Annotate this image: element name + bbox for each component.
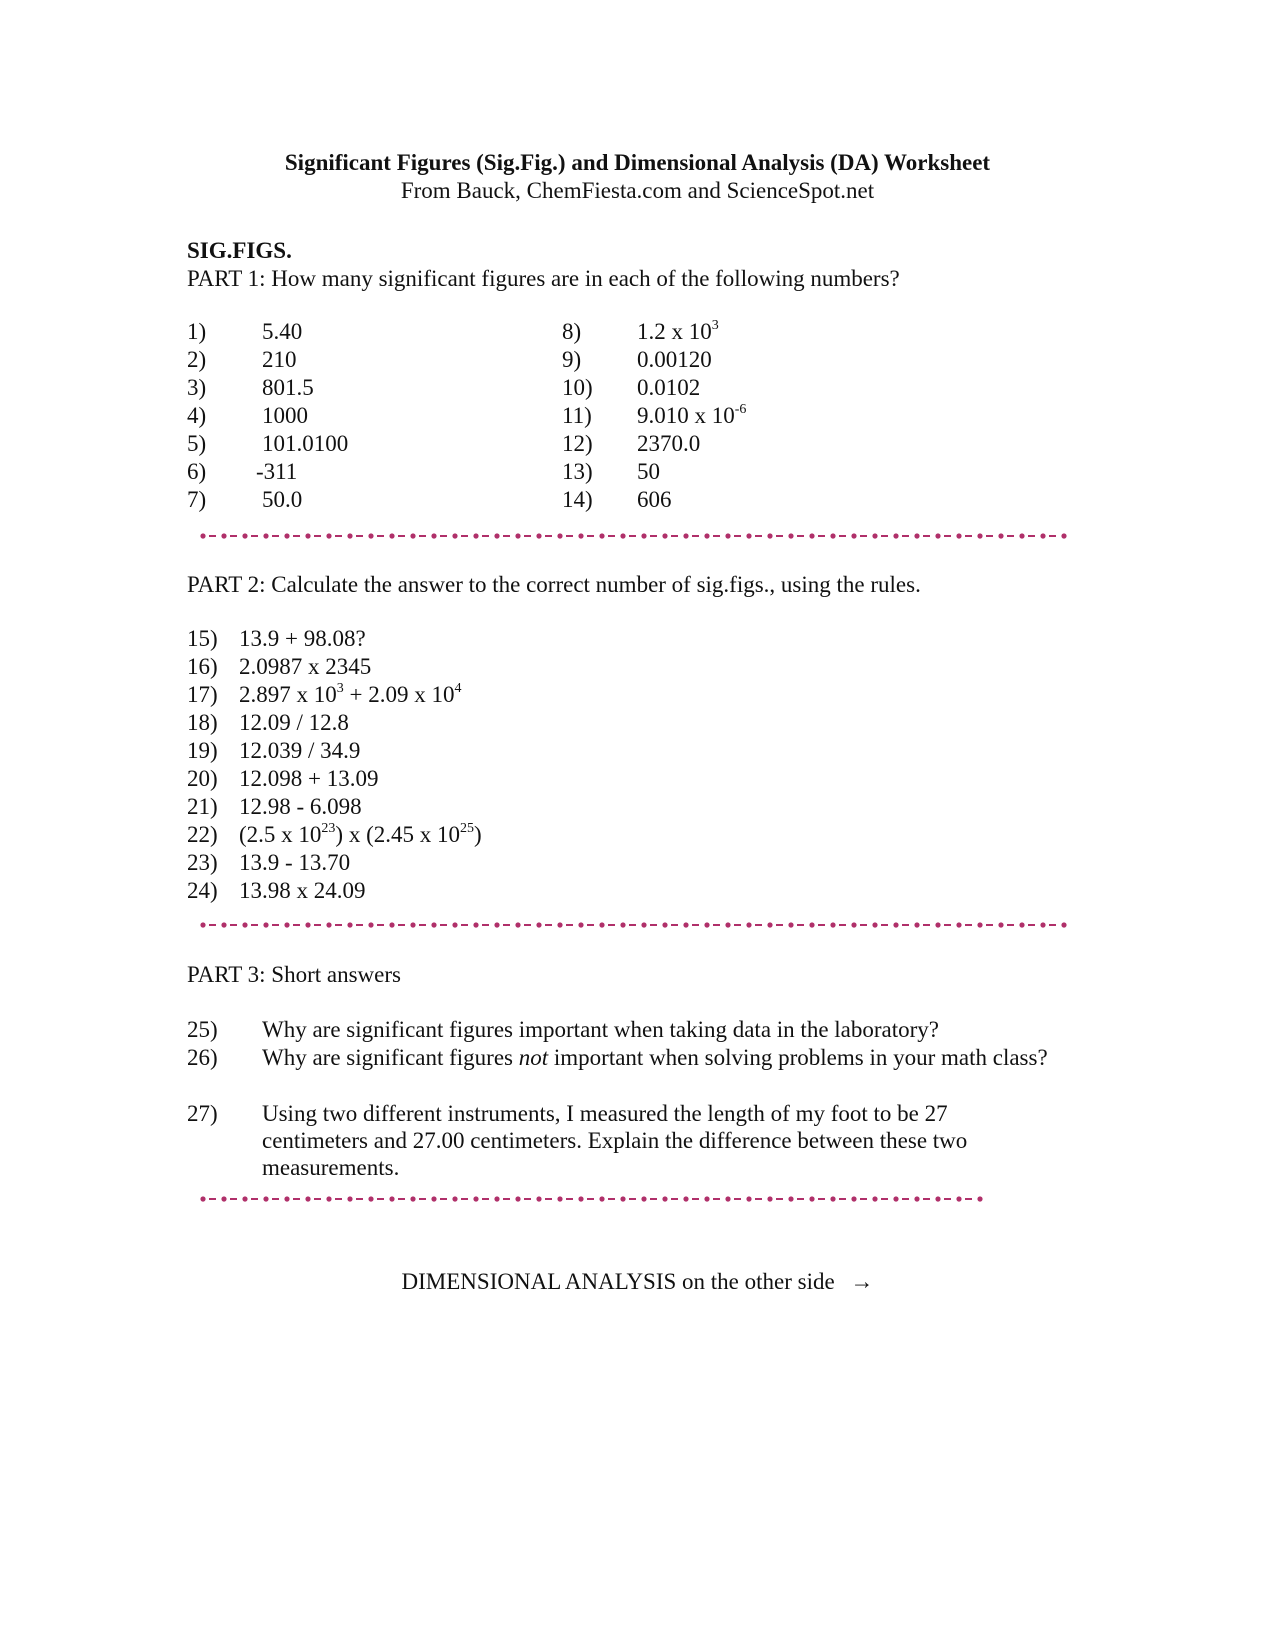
item-expression: (2.5 x $10^{23}$) x (2.45 x $10^{25}$) bbox=[239, 821, 482, 847]
question-number: 26) bbox=[187, 1045, 218, 1070]
item-number: 13) bbox=[562, 459, 593, 484]
item-number: 17) bbox=[187, 682, 218, 707]
item-number: 19) bbox=[187, 738, 218, 763]
item-expression: 12.039 / 34.9 bbox=[239, 738, 361, 763]
item-number: 10) bbox=[562, 375, 593, 400]
question-text: Why are significant figures not important when solving problems in your math class? bbox=[262, 1045, 1048, 1070]
item-number: 8) bbox=[562, 319, 582, 344]
item-number: 7) bbox=[187, 487, 207, 512]
item-number: 22) bbox=[187, 822, 218, 847]
item-number: 12) bbox=[562, 431, 593, 456]
question-number: 25) bbox=[187, 1017, 218, 1042]
item-value: 0.00120 bbox=[637, 347, 712, 372]
worksheet-source: From Bauck, ChemFiesta.com and ScienceSpot.net bbox=[400, 178, 875, 203]
item-number: 21) bbox=[187, 794, 218, 819]
section-divider bbox=[200, 921, 1070, 929]
item-expression: 12.98 - 6.098 bbox=[239, 794, 362, 819]
item-value: 50.0 bbox=[262, 487, 303, 512]
item-value: 2370.0 bbox=[637, 431, 701, 456]
item-value: 9.010 x $10^{-6}$ bbox=[637, 402, 747, 428]
item-value: 5.40 bbox=[262, 319, 303, 344]
item-number: 24) bbox=[187, 878, 218, 903]
item-number: 14) bbox=[562, 487, 593, 512]
footer-note bbox=[0, 1268, 1275, 1295]
item-number: 6) bbox=[187, 459, 207, 484]
item-value: 210 bbox=[262, 347, 297, 372]
part3-instruction: PART 3: Short answers bbox=[187, 962, 401, 987]
section-divider bbox=[200, 1195, 990, 1203]
item-number: 4) bbox=[187, 403, 207, 428]
item-value: 801.5 bbox=[262, 375, 314, 400]
question-text: Using two different instruments, I measured the length of my foot to be 27 centimeters and 27.00 centimeters. Explain the difference between these two measurements. bbox=[262, 1101, 968, 1180]
divider-pattern bbox=[200, 1195, 990, 1203]
item-number: 11) bbox=[562, 403, 592, 428]
part1-instruction: PART 1: How many significant figures are in each of the following numbers? bbox=[187, 266, 900, 291]
item-number: 3) bbox=[187, 375, 207, 400]
item-value: 0.0102 bbox=[637, 375, 701, 400]
divider-pattern bbox=[200, 532, 1070, 540]
item-expression: 2.0987 x 2345 bbox=[239, 654, 372, 679]
arrow-right-icon: → bbox=[850, 1269, 874, 1294]
item-value: 50 bbox=[637, 459, 660, 484]
item-number: 5) bbox=[187, 431, 207, 456]
item-number: 15) bbox=[187, 626, 218, 651]
item-expression: 2.897 x $10^3 + 2.09$ x $10^4$ bbox=[239, 681, 462, 707]
item-number: 9) bbox=[562, 347, 582, 372]
sigfigs-heading: SIG.FIGS. bbox=[187, 238, 292, 263]
worksheet-title: Significant Figures (Sig.Fig.) and Dimensional Analysis (DA) Worksheet bbox=[284, 150, 991, 175]
item-value: -311 bbox=[256, 459, 298, 484]
item-number: 18) bbox=[187, 710, 218, 735]
item-expression: 12.098 + 13.09 bbox=[239, 766, 379, 791]
item-value: 1000 bbox=[262, 403, 308, 428]
item-number: 23) bbox=[187, 850, 218, 875]
divider-pattern bbox=[200, 921, 1070, 929]
item-number: 16) bbox=[187, 654, 218, 679]
item-value: 606 bbox=[637, 487, 672, 512]
section-divider bbox=[200, 532, 1070, 540]
question-number: 27) bbox=[187, 1101, 218, 1126]
item-expression: 13.9 + 98.08? bbox=[239, 626, 366, 651]
item-number: 1) bbox=[187, 319, 207, 344]
question-text: Why are significant figures important when taking data in the laboratory? bbox=[262, 1017, 939, 1042]
part2-instruction: PART 2: Calculate the answer to the correct number of sig.figs., using the rules. bbox=[187, 572, 921, 597]
item-value: 1.2 x $10^3$ bbox=[637, 318, 719, 344]
item-expression: 13.9 - 13.70 bbox=[239, 850, 351, 875]
item-value: 101.0100 bbox=[262, 431, 349, 456]
item-number: 2) bbox=[187, 347, 207, 372]
footer-text: DIMENSIONAL ANALYSIS on the other side bbox=[401, 1269, 835, 1294]
item-expression: 13.98 x 24.09 bbox=[239, 878, 366, 903]
item-number: 20) bbox=[187, 766, 218, 791]
item-expression: 12.09 / 12.8 bbox=[239, 710, 349, 735]
